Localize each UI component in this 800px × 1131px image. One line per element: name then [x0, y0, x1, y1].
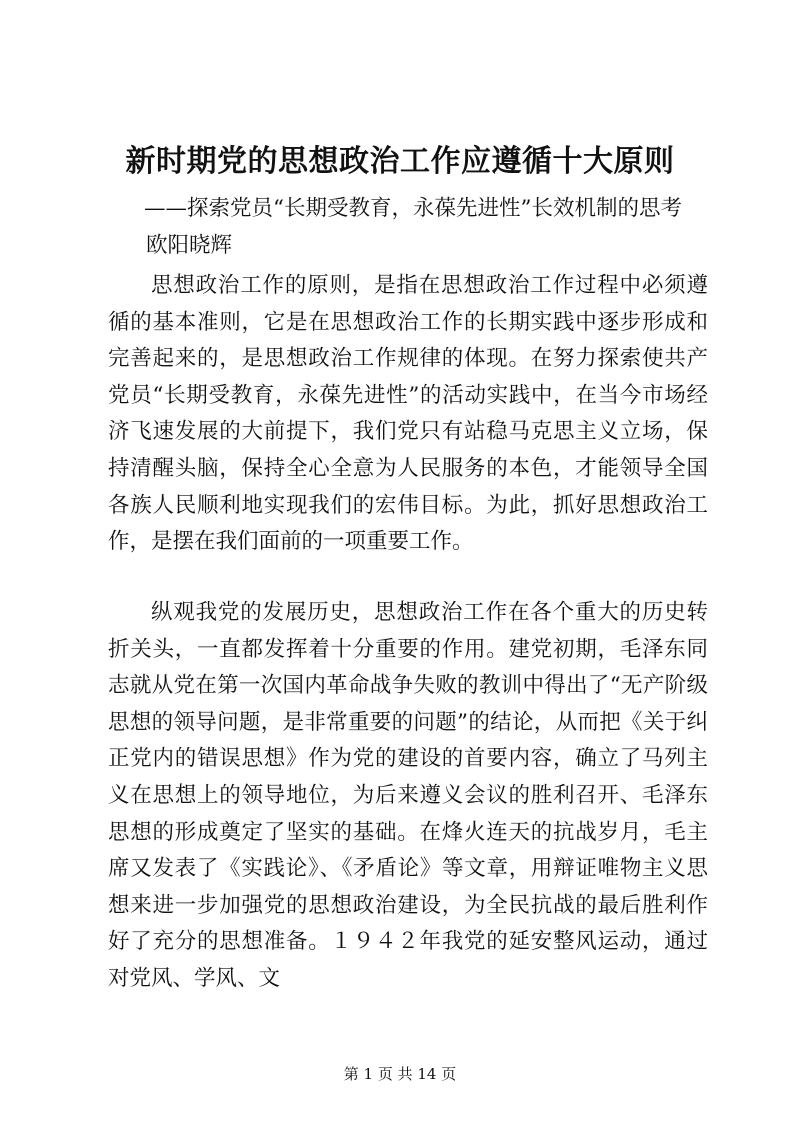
- document-subtitle: ——探索党员“长期受教育，永葆先进性”长效机制的思考: [144, 196, 682, 221]
- page-number-footer: 第 1 页 共 14 页: [343, 1065, 457, 1083]
- body-paragraph: 纵观我党的发展历史，思想政治工作在各个重大的历史转折关头，一直都发挥着十分重要的作用。建党初期，毛泽东同志就从党在第一次国内革命战争失败的教训中得出了“无产阶级思想的领导问题，是非常重要的问题”的结论，从而把《关于纠正党内的错误思想》作为党的建设的首要内容，确立了马列主义在思想上的领导地位，为后来遵义会议的胜利召开、毛泽东思想的形成奠定了坚实的基础。在烽火连天的抗战岁月，毛主席又发表了《实践论》、《矛盾论》等文章，用辩证唯物主义思想来进一步加强党的思想政治建设，为全民抗战的最后胜利作好了充分的思想准备。１９４２年我党的延安整风运动，通过对党风、学风、文: [108, 600, 708, 991]
- document-title: 新时期党的思想政治工作应遵循十大原则: [125, 144, 675, 179]
- document-author: 欧阳晓辉: [146, 233, 233, 258]
- body-paragraph: 思想政治工作的原则，是指在思想政治工作过程中必须遵循的基本准则，它是在思想政治工作的长期实践中逐步形成和完善起来的，是思想政治工作规律的体现。在努力探索使共产党员“长期受教育，永葆先进性”的活动实践中，在当今市场经济飞速发展的大前提下，我们党只有站稳马克思主义立场，保持清醒头脑，保持全心全意为人民服务的本色，才能领导全国各族人民顺利地实现我们的宏伟目标。为此，抓好思想政治工作，是摆在我们面前的一项重要工作。: [108, 273, 708, 555]
